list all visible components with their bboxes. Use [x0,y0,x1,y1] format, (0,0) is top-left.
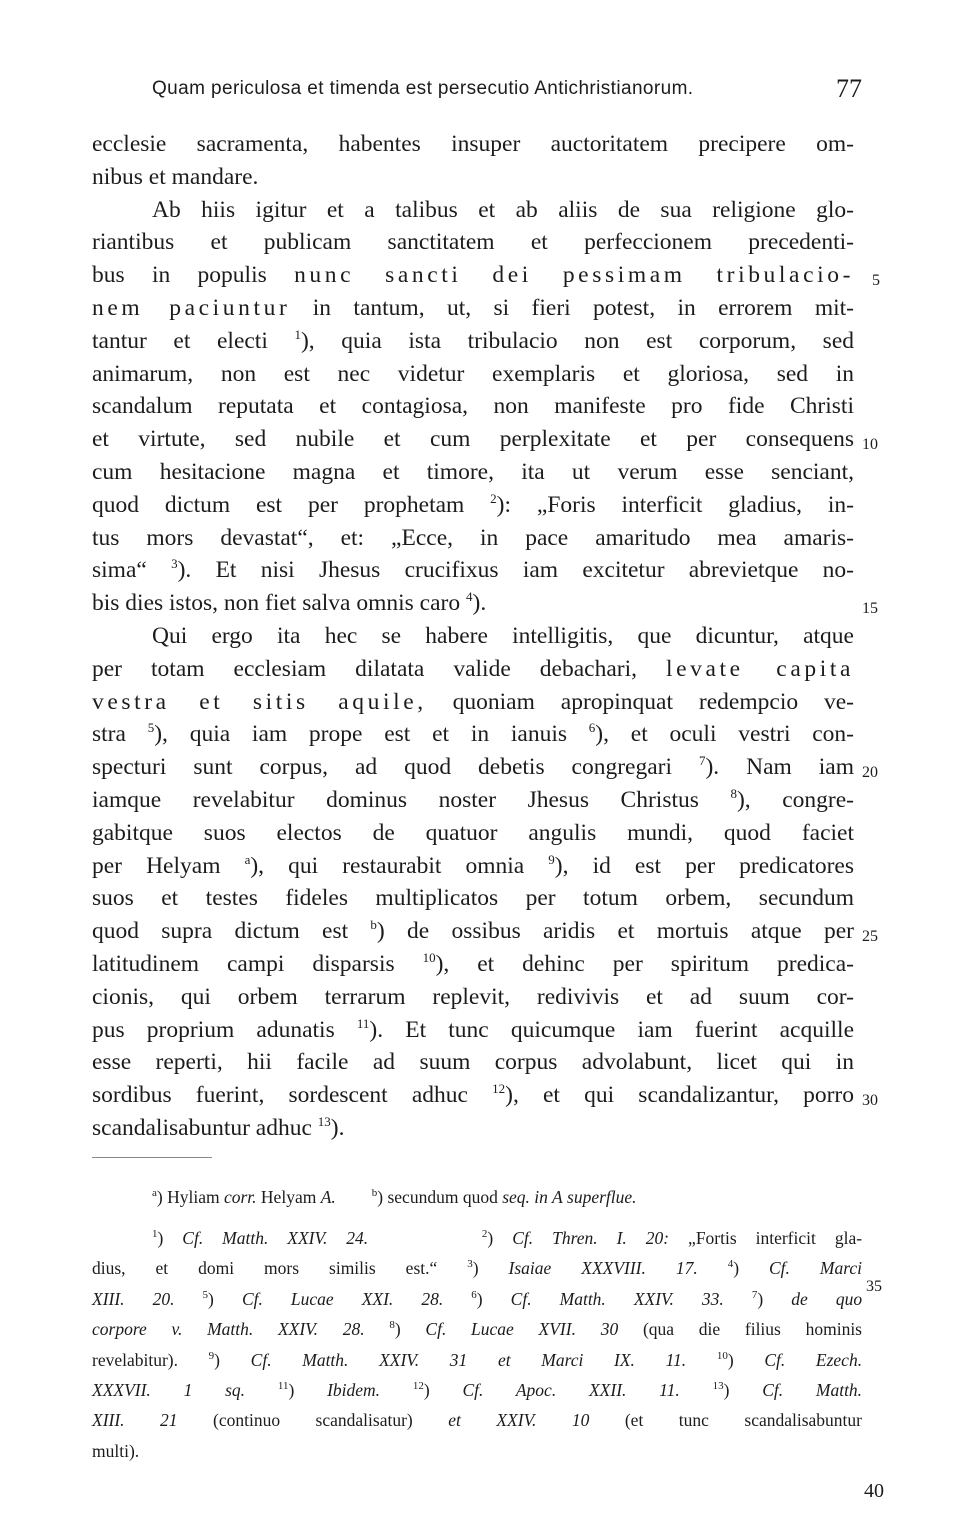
footnote-line: XXXVII. 1 sq. $^{11}$) Ibidem. $^{12}$) Cf. Apoc. XXII. 11. $^{13}$) Cf. Matth. [92,1379,863,1400]
text-line: cum hesitacione magna et timore, ita ut verum esse senciant, [92,458,854,485]
running-title: Quam periculosa et timenda est persecutio Antichristianorum. [152,78,694,99]
spaced-emphasis: levate capita [666,655,855,682]
footnote-divider [92,1157,212,1158]
text-line: pus proprium adunatis $^{11}$). Et tunc quicumque iam fuerint acquille [92,1015,855,1043]
line-number: 15 [862,600,878,617]
text-line: per totam ecclesiam dilatata valide debachari, levate capita [92,655,855,682]
text-line: scandalum reputata et contagiosa, non manifeste pro fide Christi [92,393,854,420]
footnote-line: multi). [92,1440,140,1461]
text-line: bis dies istos, non fiet salva omnis caro $^4$). [92,589,487,617]
footnote-ref: 9 [548,851,555,867]
text-line: tantur et electi $^1$), quia ista tribulacio non est corporum, sed [92,326,855,354]
footnote-ref: 8 [730,785,737,801]
text-line: tus mors devastat“, et: „Ecce, in pace amaritudo mea amaris- [92,524,854,551]
footnote-line: revelabitur). $^9$) Cf. Matth. XXIV. 31 et Marci IX. 11. $^{10}$) Cf. Ezech. [92,1349,863,1370]
footnote-ref: 5 [147,720,155,736]
text-line: et virtute, sed nubile et cum perplexitate et per consequens [92,426,854,453]
footnote-ref: 6 [588,720,596,736]
footnote-ref: 12 [492,1081,506,1097]
text-line: latitudinem campi disparsis $^{10}$), et dehinc per spiritum predica- [92,949,854,977]
text-line: bus in populis nunc sancti dei pessimam tribulacio- [92,262,854,289]
footnote-line: XIII. 20. $^5$) Cf. Lucae XXI. 28. $^6$) Cf. Matth. XXIV. 33. $^7$) de quo [92,1288,863,1309]
text-line: per Helyam $^a$), qui restaurabit omnia $^9$), id est per predicatores [92,851,855,879]
text-line: gabitque suos electos de quatuor angulis mundi, quod faciet [92,819,854,846]
spaced-emphasis: nunc sancti dei pessimam tribulacio- [294,262,854,289]
text-line: esse reperti, hii facile ad suum corpus advolabunt, licet qui in [92,1049,854,1076]
footnote-ref: 13 [317,1113,331,1129]
text-line: vestra et sitis aquile, quoniam apropinquat redempcio ve- [92,688,854,715]
footnote-ref: 2 [490,490,497,506]
footnote-ref: 3 [171,556,178,572]
text-line: specturi sunt corpus, ad quod debetis congregari $^7$). Nam iam [92,753,854,781]
text-line: nibus et mandare. [92,163,259,190]
footnote-ref: a [244,851,251,867]
footnote-line: dius, et domi mors similis est.“ $^3$) Isaiae XXXVIII. 17. $^4$) Cf. Marci [92,1258,862,1279]
text-line: ecclesie sacramenta, habentes insuper auctoritatem precipere om- [92,131,854,157]
footnote-line: corpore v. Matth. XXIV. 28. $^8$) Cf. Lucae XVII. 30 (qua die filius hominis [92,1319,862,1340]
page-header [92,74,862,110]
spaced-emphasis: vestra et sitis aquile, [92,688,427,715]
spaced-emphasis: nem paciuntur [92,294,291,321]
text-line: animarum, non est nec videtur exemplaris et gloriosa, sed in [92,360,854,387]
paragraph-start: Ab hiis igitur et a talibus et ab aliis de sua religione glo- [152,196,854,223]
footnotes [92,1181,862,1466]
footnote-ref: 11 [356,1015,370,1031]
line-number: 20 [862,764,878,781]
text-line: sordibus fuerint, sordescent adhuc $^{12}$), et qui scandalizantur, porro [92,1081,855,1109]
text-line: sima“ $^3$). Et nisi Jhesus crucifixus iam excitetur abrevietque no- [92,556,855,584]
text-line: cionis, qui orbem terrarum replevit, redivivis et ad suum cor- [92,983,854,1010]
line-number: 30 [862,1092,878,1109]
line-number: 10 [862,436,878,453]
paragraph-start: Qui ergo ita hec se habere intelligitis, que dicuntur, atque [152,622,854,649]
page-number: 77 [836,74,862,103]
footnote-line: $^1$) Cf. Matth. XXIV. 24. $^2$) Cf. Thren. I. 20: „Fortis interficit gla- [152,1228,863,1248]
text-line: quod supra dictum est $^b$) de ossibus aridis et mortuis atque per [92,917,854,945]
text-line: scandalisabuntur adhuc $^{13}$). [92,1113,345,1141]
footnote-ref: 7 [698,753,706,769]
text-line: stra $^5$), quia iam prope est et in ianuis $^6$), et oculi vestri con- [92,720,855,748]
footnote-ref: 4 [466,589,473,605]
line-number: 25 [862,928,878,945]
text-line: riantibus et publicam sanctitatem et perfeccionem precedenti- [92,229,854,256]
footnote-ref: 1 [294,326,301,342]
text-line: iamque revelabitur dominus noster Jhesus Christus $^8$), congre- [92,785,854,813]
text-line: quod dictum est per prophetam $^2$): „Foris interficit gladius, in- [92,490,854,518]
footnote-ref: b [370,917,377,933]
line-number: 35 [866,1278,882,1295]
line-number: 40 [864,1480,884,1502]
text-line: suos et testes fideles multiplicatos per totum orbem, secundum [92,885,854,912]
line-number: 5 [872,272,880,289]
text-line: nem paciuntur in tantum, ut, si fieri potest, in errorem mit- [92,294,855,321]
main-text [92,128,854,1145]
footnote-ref: 10 [422,949,436,965]
footnote-line: XIII. 21 (continuo scandalisatur) et XXIV. 10 (et tunc scandalisabuntur [92,1410,862,1431]
critical-apparatus: $^a$) Hyliam corr. Helyam A. $^b$) secundum quod seq. in A superflue. [152,1187,637,1207]
